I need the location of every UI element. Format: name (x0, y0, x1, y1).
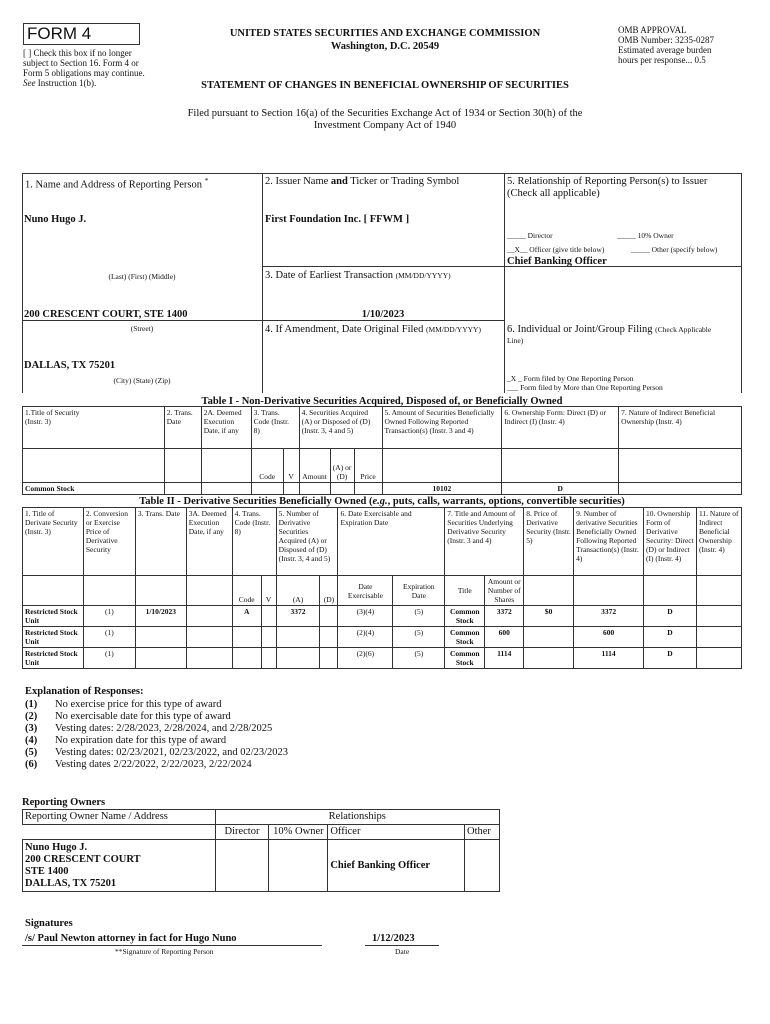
table2 (22, 507, 742, 669)
issuer-name: First Foundation Inc. [ FFWM ] (265, 214, 410, 225)
explanation-title: Explanation of Responses: (25, 686, 144, 697)
table1-title: Table I - Non-Derivative Securities Acquired, Disposed of, or Beneficially Owned (201, 396, 563, 407)
name-caption: (Last) (First) (Middle) (108, 272, 176, 281)
t1-sub-aord: (A) or (D) (330, 449, 354, 483)
explanation-item: (5) Vesting dates: 02/23/2021, 02/23/2022, and 02/23/2023 (25, 747, 289, 758)
owners-col-other: Other (464, 825, 499, 840)
explanation-section (25, 686, 625, 771)
t2-sub-exer: Date Exercisable (338, 576, 393, 606)
t2-sub-title: Title (445, 576, 485, 606)
filing-option-one: _X _ Form filed by One Reporting Person (507, 374, 634, 383)
table-row: Restricted Stock Unit (1) (2)(4) (5) Common Stock 600 600 D (23, 627, 742, 648)
t2-sub-v: V (261, 576, 276, 606)
box1-label: 1. Name and Address of Reporting Person * (25, 176, 209, 191)
officer-title: Chief Banking Officer (507, 256, 607, 267)
city-caption: (City) (State) (Zip) (113, 376, 171, 385)
agency-city: Washington, D.C. 20549 (330, 41, 440, 52)
t2-col-code: 4. Trans. Code (Instr. 8) (232, 508, 276, 576)
t1-sub-price: Price (354, 449, 382, 483)
signatures-title: Signatures (25, 918, 73, 929)
signature-caption: **Signature of Reporting Person (115, 947, 214, 956)
t1-row-title: Common Stock (23, 483, 165, 495)
owners-col-name: Reporting Owner Name / Address (23, 810, 216, 825)
table-row: Restricted Stock Unit (1) 1/10/2023 A 3372 (3)(4) (5) Common Stock 3372 $0 3372 D (23, 606, 742, 627)
t2-col-nature: 11. Nature of Indirect Beneficial Ownership (Instr. 4) (696, 508, 741, 576)
director-checkbox: _____ Director (507, 231, 553, 240)
ten-pct-checkbox: _____ 10% Owner (617, 231, 674, 240)
t1-sub-amount: Amount (299, 449, 330, 483)
t1-col-code: 3. Trans. Code (Instr. 8) (251, 407, 299, 449)
t1-col-ownership: 6. Ownership Form: Direct (D) or Indirect (I) (Instr. 4) (502, 407, 619, 449)
filing-option-more: ___ Form filed by More than One Reporting Person (507, 383, 663, 392)
t2-col-date: 3. Trans. Date (135, 508, 186, 576)
t1-sub-code: Code (251, 449, 283, 483)
table-row: Restricted Stock Unit (1) (2)(6) (5) Common Stock 1114 1114 D (23, 648, 742, 669)
box5-label: 5. Relationship of Reporting Person(s) to Issuer (Check all applicable) (507, 176, 708, 199)
signature-date: 1/12/2023 (372, 933, 415, 944)
t2-sub-a: (A) (276, 576, 320, 606)
explanation-item: (3) Vesting dates: 2/28/2023, 2/28/2024, and 2/28/2025 (25, 723, 273, 734)
signature-value: /s/ Paul Newton attorney in fact for Hugo Nuno (25, 933, 237, 944)
t2-col-number: 5. Number of Derivative Securities Acquired (A) or Disposed of (D) (Instr. 3, 4 and 5) (276, 508, 338, 576)
t2-col-deemed: 3A. Deemed Execution Date, if any (186, 508, 232, 576)
box2-label: 2. Issuer Name and Ticker or Trading Symbol (265, 176, 460, 187)
explanation-item: (2) No exercisable date for this type of award (25, 711, 231, 722)
t2-col-conversion: 2. Conversion or Exercise Price of Derivative Security (83, 508, 135, 576)
earliest-transaction-date: 1/10/2023 (361, 309, 405, 320)
box3-label: 3. Date of Earliest Transaction (MM/DD/YYYY) (265, 270, 451, 281)
other-checkbox: _____ Other (specify below) (631, 245, 718, 254)
box4-label: 4. If Amendment, Date Original Filed (MM/DD/YYYY) (265, 324, 481, 335)
table-row (23, 483, 742, 495)
t1-row-amount: 10102 (382, 483, 502, 495)
t1-col-amount: 5. Amount of Securities Beneficially Owned Following Reported Transaction(s) (Instr. 3 and 4) (382, 407, 502, 449)
t2-col-owned: 9. Number of derivative Securities Beneficially Owned Following Reported Transaction(s) (Instr. 4) (574, 508, 644, 576)
t2-sub-amt: Amount or Number of Shares (485, 576, 524, 606)
explanation-item: (6) Vesting dates 2/22/2022, 2/22/2023, 2/22/2024 (25, 759, 252, 770)
t2-col-form: 10. Ownership Form of Derivative Security: Direct (D) or Indirect (I) (Instr. 4) (644, 508, 697, 576)
t1-col-nature: 7. Nature of Indirect Beneficial Ownership (Instr. 4) (619, 407, 742, 449)
reporting-person-street: 200 CRESCENT COURT, STE 1400 (24, 309, 188, 320)
owner-officer: Chief Banking Officer (328, 840, 465, 892)
form-title: FORM 4 (27, 24, 92, 43)
statement-title: STATEMENT OF CHANGES IN BENEFICIAL OWNERSHIP OF SECURITIES (201, 80, 569, 91)
t1-col-title: 1.Title of Security (Instr. 3) (23, 407, 165, 449)
table-row (23, 840, 500, 892)
officer-checkbox: __X__ Officer (give title below) (507, 245, 605, 254)
t2-col-exercisable: 6. Date Exercisable and Expiration Date (338, 508, 445, 576)
table1 (22, 406, 742, 495)
omb-approval: OMB APPROVAL OMB Number: 3235-0287 Estimated average burden hours per response... 0.5 (618, 25, 714, 65)
checkbox-note: [ ] Check this box if no longer subject to Section 16. Form 4 or Form 5 obligations may continue. See Instruction 1(b). (23, 48, 145, 88)
owners-col-officer: Officer (328, 825, 465, 840)
box6-label: 6. Individual or Joint/Group Filing (Check Applicable Line) (507, 324, 712, 345)
t2-sub-code: Code (232, 576, 261, 606)
t2-col-title: 1. Title of Derivate Security (Instr. 3) (23, 508, 84, 576)
table2-title: Table II - Derivative Securities Beneficially Owned (e.g., puts, calls, warrants, options, convertible securities) (139, 496, 625, 507)
owner-address: Nuno Hugo J. 200 CRESCENT COURT STE 1400 DALLAS, TX 75201 (23, 840, 216, 892)
explanation-item: (4) No expiration date for this type of award (25, 735, 227, 746)
filed-pursuant: Filed pursuant to Section 16(a) of the Securities Exchange Act of 1934 or Section 30(h) of the Investment Company Act of 1940 (187, 108, 583, 131)
t2-sub-d: (D) (320, 576, 338, 606)
t2-col-price: 8. Price of Derivative Security (Instr. 5) (524, 508, 574, 576)
t1-col-securities: 4. Securities Acquired (A) or Disposed of (D) (Instr. 3, 4 and 5) (299, 407, 382, 449)
t1-col-deemed: 2A. Deemed Execution Date, if any (201, 407, 251, 449)
date-caption: Date (395, 947, 410, 956)
owners-col-ten: 10% Owner (269, 825, 328, 840)
owners-col-rel: Relationships (215, 810, 499, 825)
owners-title: Reporting Owners (22, 797, 106, 808)
form-title-box (23, 23, 140, 45)
street-caption: (Street) (130, 324, 154, 333)
t1-col-date: 2. Trans. Date (164, 407, 201, 449)
agency-name: UNITED STATES SECURITIES AND EXCHANGE COMMISSION (229, 28, 541, 39)
reporting-person-name: Nuno Hugo J. (24, 214, 87, 225)
t2-col-underlying: 7. Title and Amount of Securities Underlying Derivative Security (Instr. 3 and 4) (445, 508, 524, 576)
t2-sub-exp: Expiration Date (393, 576, 445, 606)
owners-table (22, 809, 500, 892)
t1-sub-v: V (283, 449, 299, 483)
t1-row-form: D (502, 483, 619, 495)
reporting-person-city: DALLAS, TX 75201 (24, 360, 116, 371)
explanation-item: (1) No exercise price for this type of award (25, 699, 222, 710)
owners-col-director: Director (215, 825, 269, 840)
